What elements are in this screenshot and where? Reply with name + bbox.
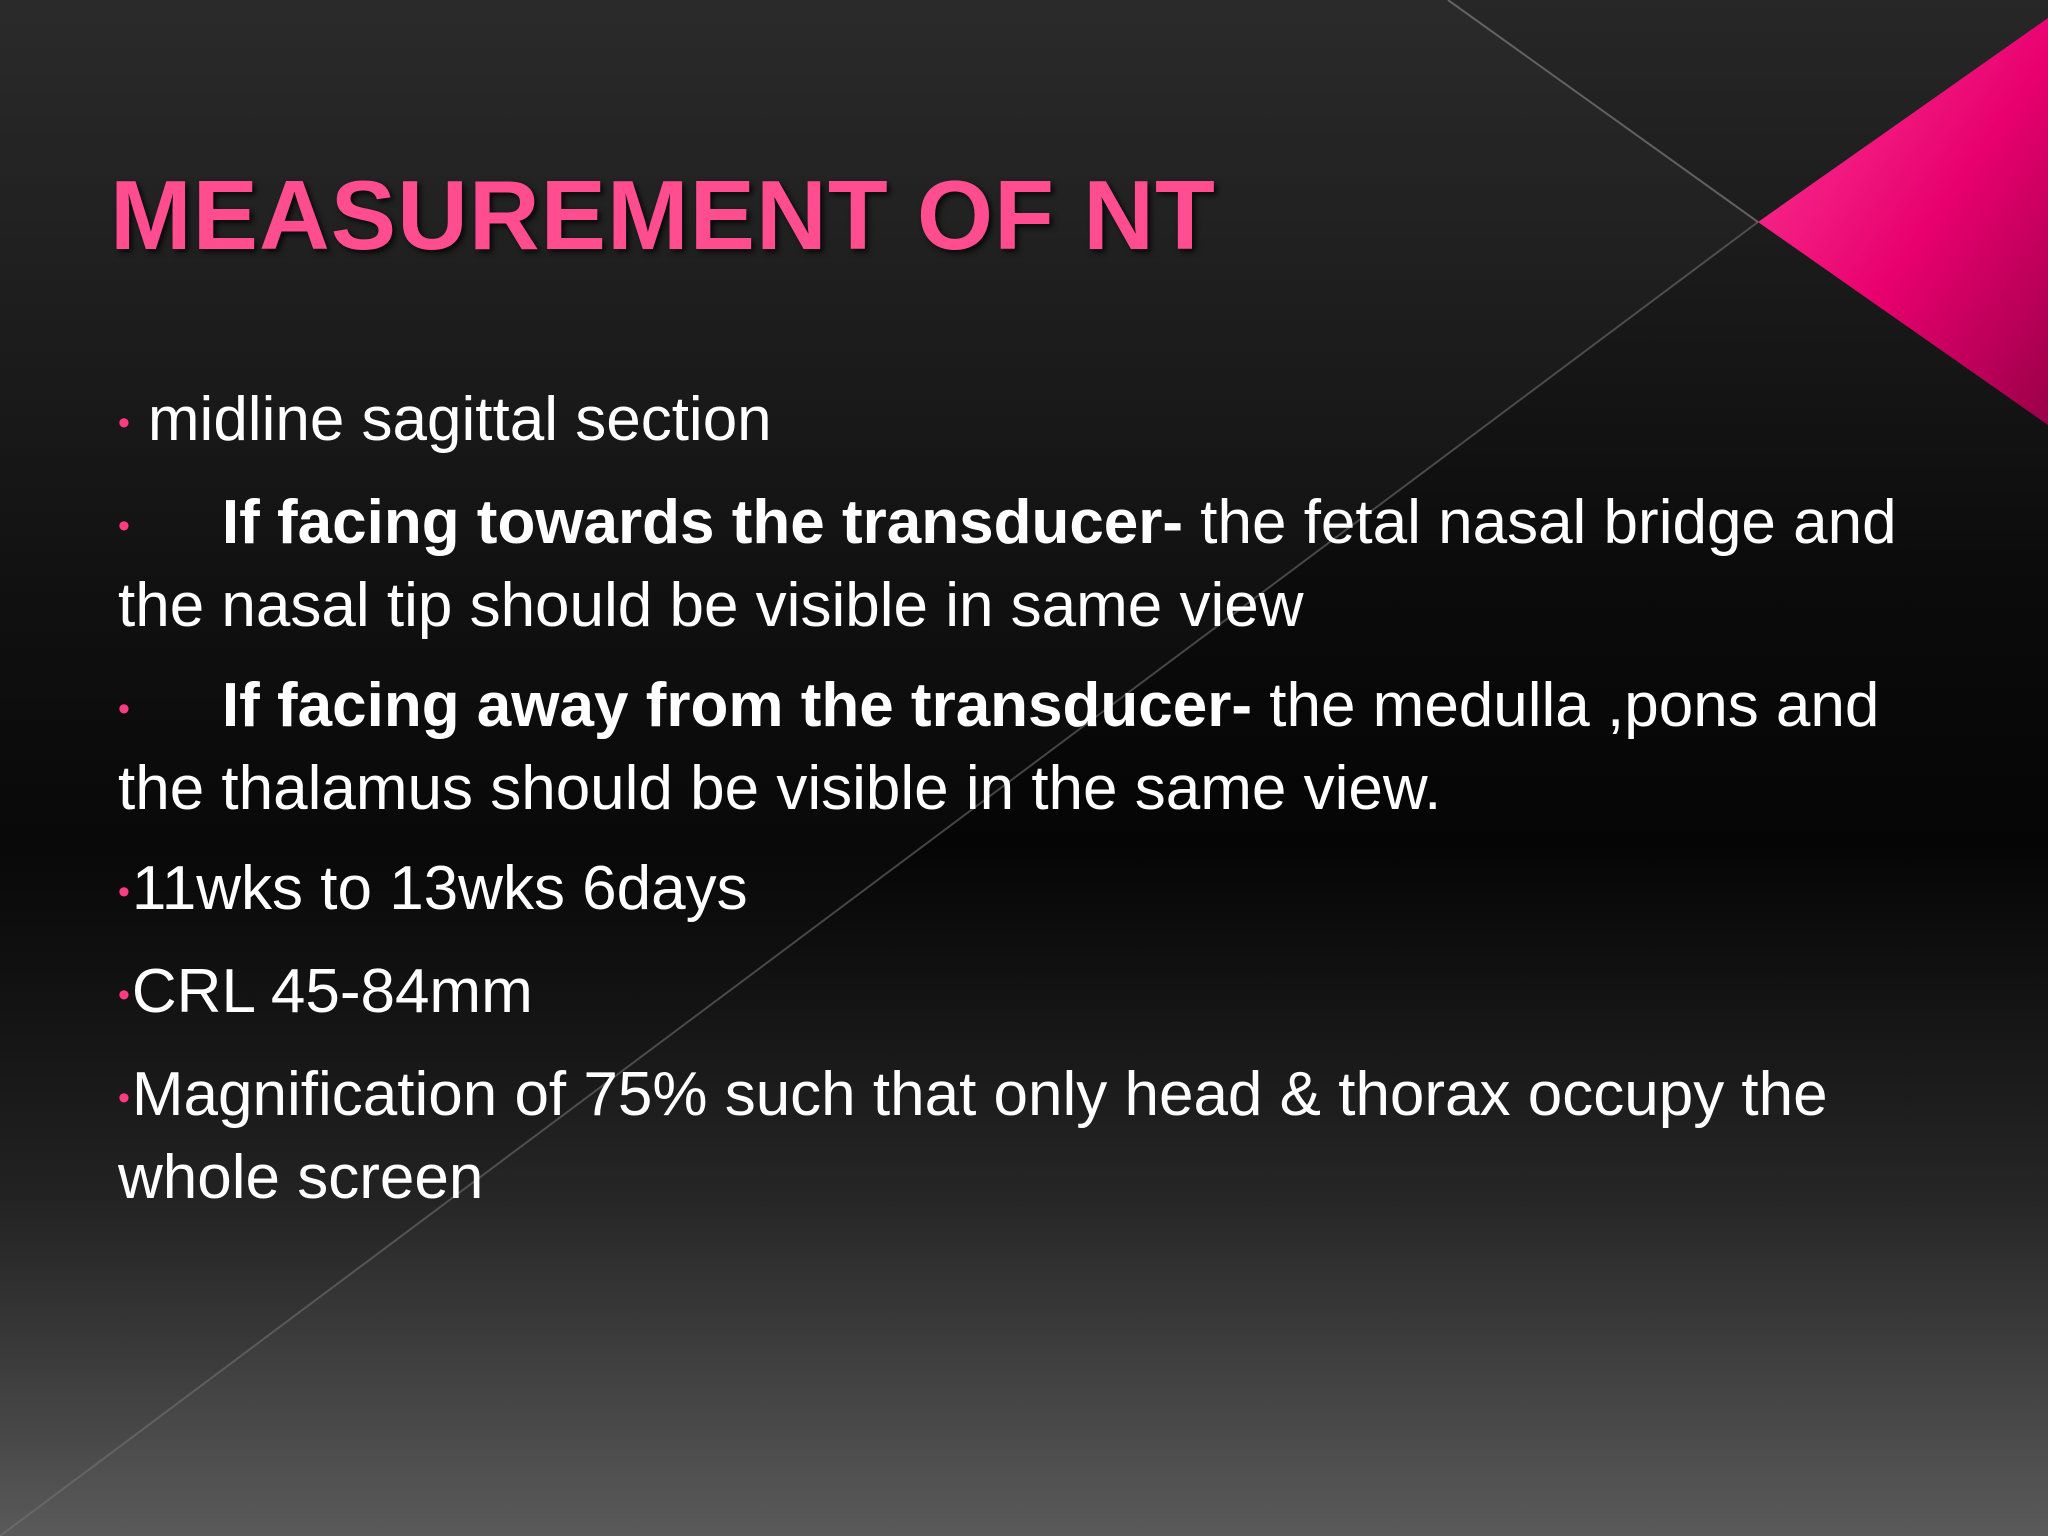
bullet-item (118, 666, 1938, 829)
bullet-text: midline sagittal section (147, 385, 772, 454)
bullet-text: CRL 45-84mm (131, 957, 533, 1026)
bullet-dot-icon: • (118, 507, 130, 545)
bullet-bold-text: If facing towards the transducer- (221, 488, 1184, 557)
bullet-text: 11wks to 13wks 6days (131, 854, 748, 923)
slide-title: MEASUREMENT OF NT (110, 160, 1216, 270)
bullet-item (118, 483, 1938, 646)
bullet-item (118, 380, 1938, 463)
bullet-item (118, 1055, 1938, 1218)
bullet-dot-icon: • (118, 1079, 130, 1117)
bullet-text: the medulla ,pons and the thalamus should be visible in the same view. (118, 671, 1880, 823)
bullet-dot-icon: • (118, 690, 130, 728)
bullet-item (118, 952, 1938, 1035)
bullet-text: Magnification of 75% such that only head & thorax occupy the whole screen (118, 1060, 1828, 1212)
bullet-text: the fetal nasal bridge and the nasal tip should be visible in same view (118, 488, 1897, 640)
bullet-dot-icon: • (118, 404, 130, 442)
bullet-item (118, 849, 1938, 932)
pink-triangle (1758, 18, 2048, 425)
bullet-list (118, 380, 1938, 1238)
bullet-dot-icon: • (118, 976, 130, 1014)
bullet-dot-icon: • (118, 873, 130, 911)
bullet-bold-text: If facing away from the transducer- (221, 671, 1253, 740)
